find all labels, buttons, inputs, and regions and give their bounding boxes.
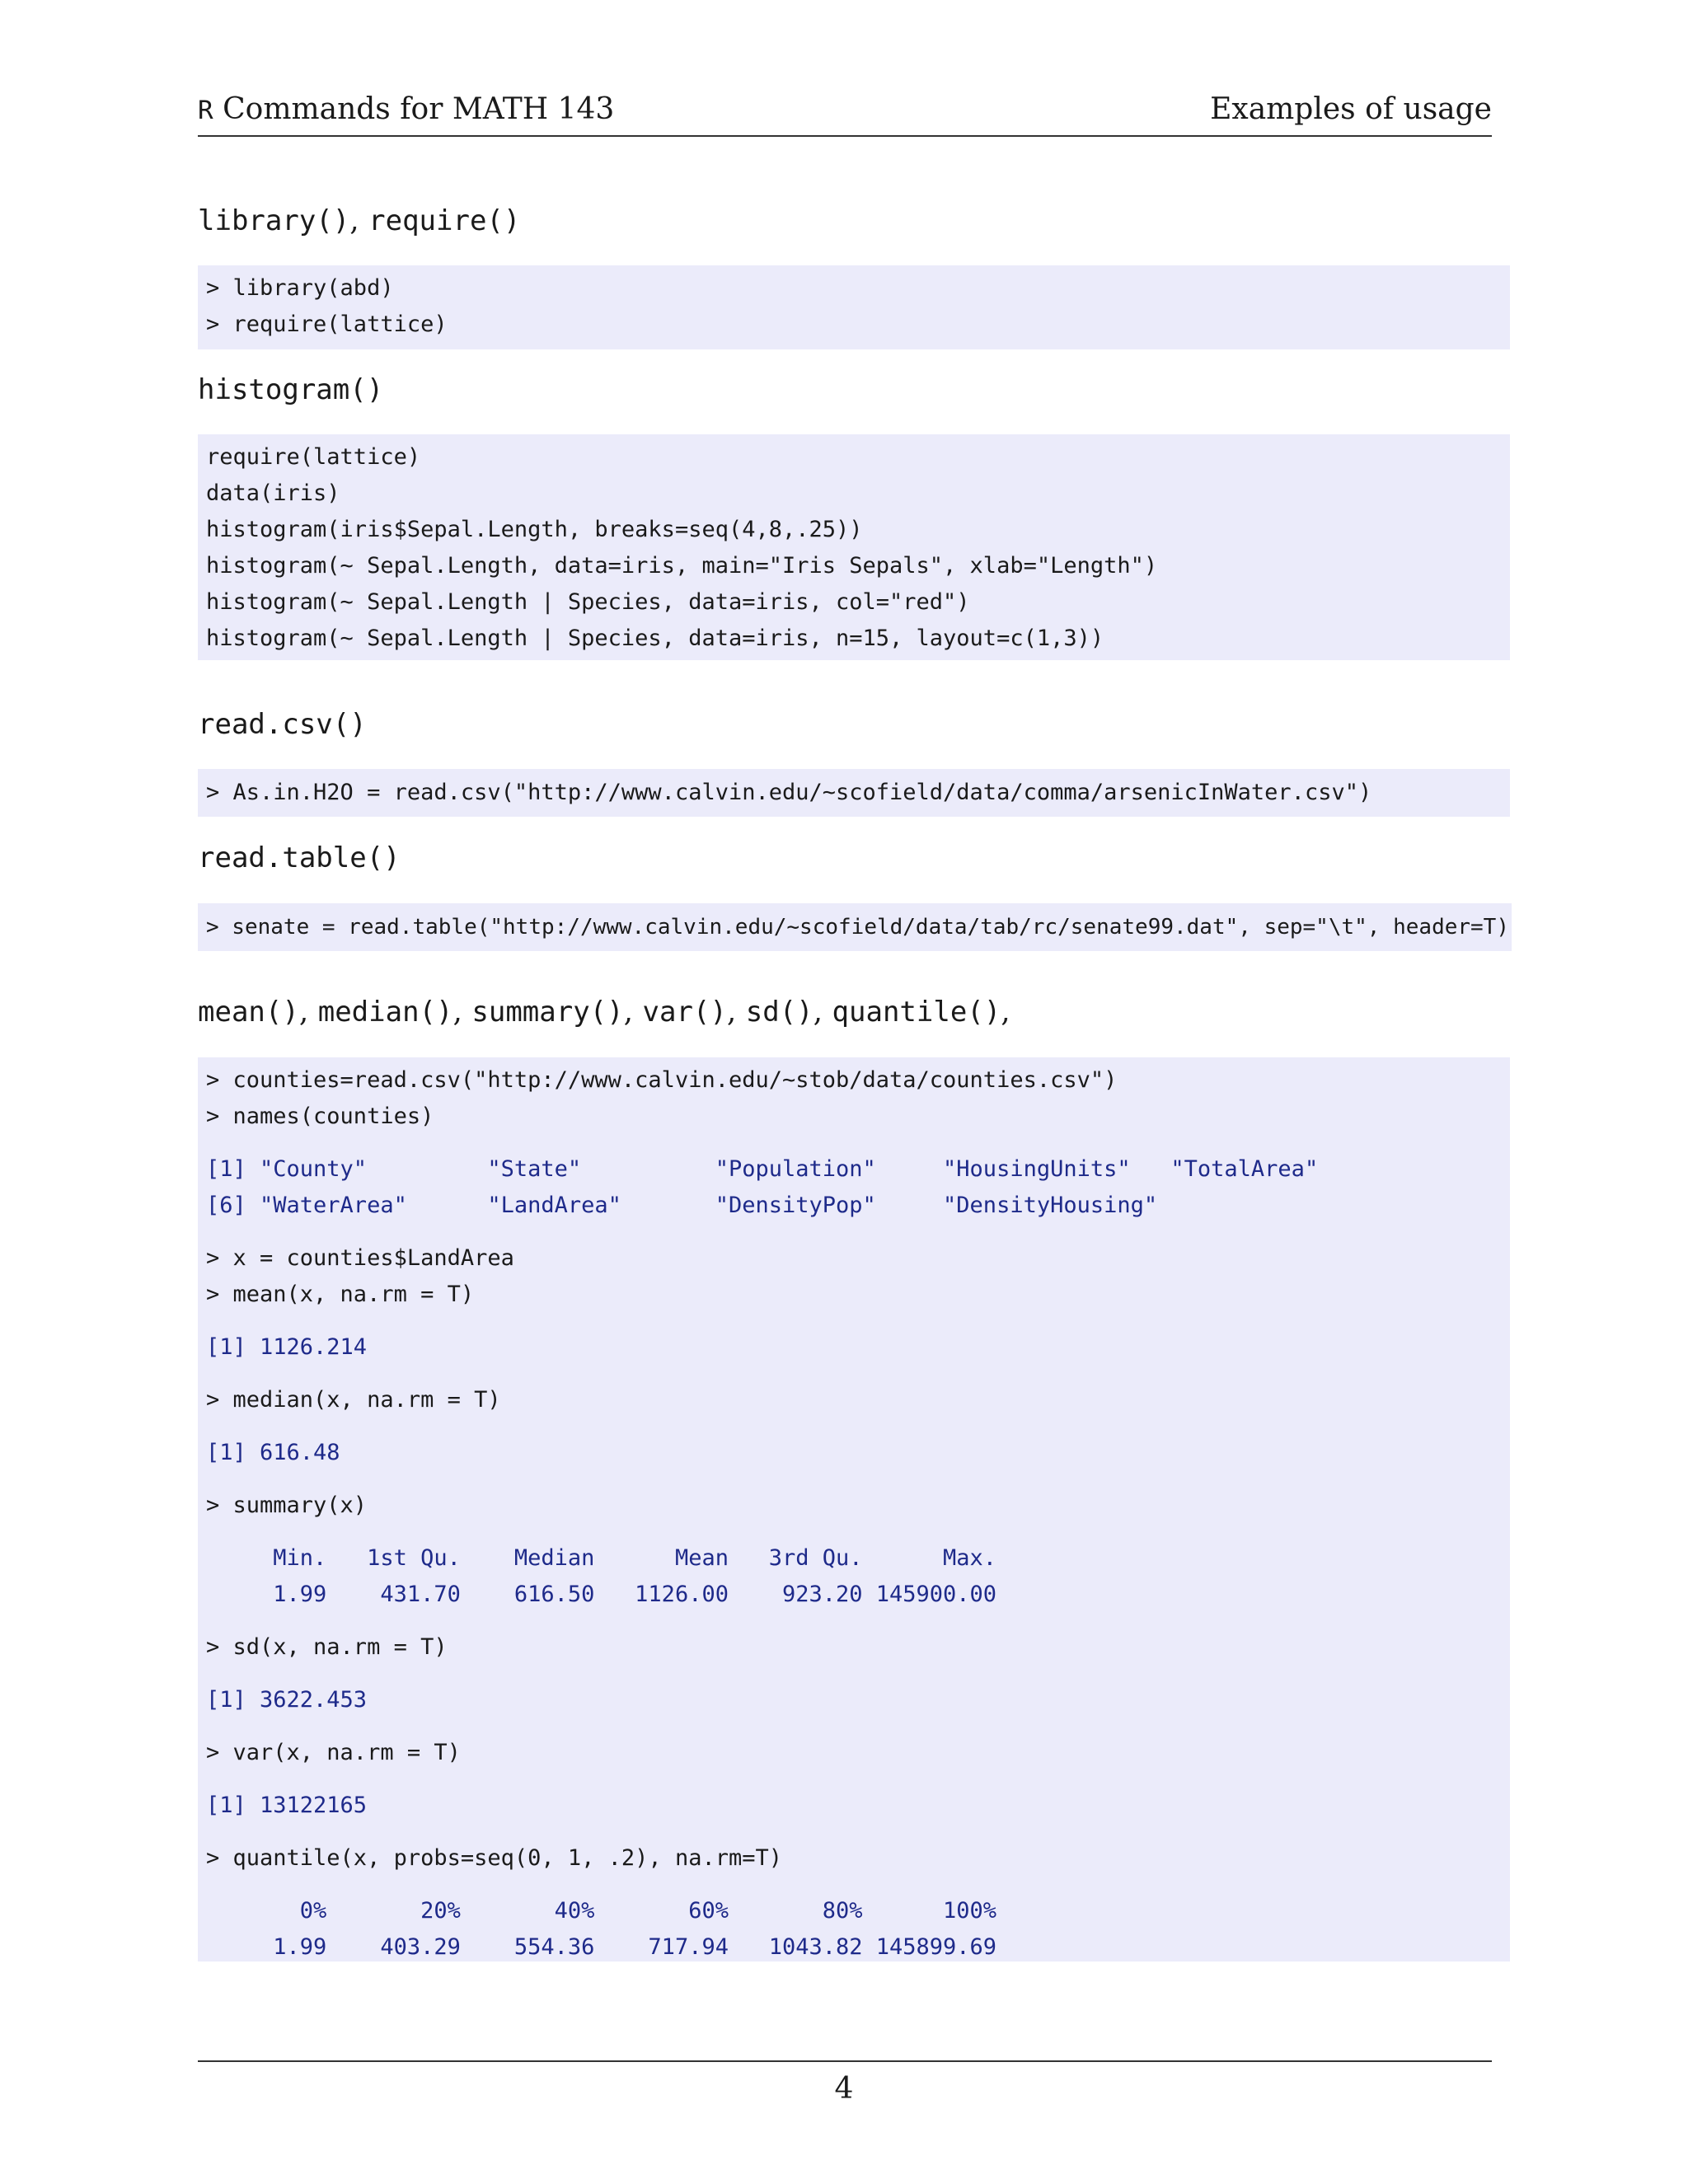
output-line: Min. 1st Qu. Median Mean 3rd Qu. Max. <box>206 1545 997 1571</box>
title-part: read.table() <box>198 841 401 874</box>
code-line: > library(abd) <box>206 275 394 301</box>
output-line: [1] 13122165 <box>206 1793 368 1818</box>
code-line: > mean(x, na.rm = T) <box>206 1282 475 1307</box>
section-title-histogram <box>198 373 383 406</box>
code-line: histogram(~ Sepal.Length, data=iris, main="Iris Sepals", xlab="Length") <box>206 553 1158 579</box>
code-block-readtable <box>198 903 1512 951</box>
header-left <box>198 92 614 126</box>
title-part: , <box>298 995 318 1029</box>
page-number: 4 <box>834 2072 854 2106</box>
section-title-stats <box>198 995 1010 1029</box>
code-line: > As.in.H2O = read.csv("http://www.calvin.edu/~scofield/data/comma/arsenicInWater.csv") <box>206 780 1372 805</box>
page-header <box>198 92 1492 137</box>
code-line: histogram(~ Sepal.Length | Species, data=iris, n=15, layout=c(1,3)) <box>206 626 1104 651</box>
code-line: > var(x, na.rm = T) <box>206 1740 461 1765</box>
title-part: median() <box>317 996 453 1029</box>
code-line: > names(counties) <box>206 1104 434 1129</box>
title-part: var() <box>642 996 727 1029</box>
title-part: , <box>813 995 832 1029</box>
title-part: read.csv() <box>198 708 367 741</box>
code-line: > quantile(x, probs=seq(0, 1, .2), na.rm=T) <box>206 1845 782 1871</box>
code-line: > counties=read.csv("http://www.calvin.edu/~stob/data/counties.csv") <box>206 1067 1118 1093</box>
output-line: [6] "WaterArea" "LandArea" "DensityPop" "DensityHousing" <box>206 1193 1158 1218</box>
title-part: , <box>452 995 472 1029</box>
section-title-readcsv <box>198 707 367 741</box>
code-line: > senate = read.table("http://www.calvin.edu/~scofield/data/tab/rc/senate99.dat", sep="\t", header=T) <box>206 915 1509 940</box>
title-part: quantile() <box>832 996 1001 1029</box>
title-part: mean() <box>198 996 299 1029</box>
output-line: [1] 616.48 <box>206 1440 340 1465</box>
code-block-stats <box>198 1057 1510 1961</box>
code-line: histogram(~ Sepal.Length | Species, data=iris, col="red") <box>206 589 970 615</box>
output-line: [1] 3622.453 <box>206 1687 368 1713</box>
title-part: summary() <box>471 996 624 1029</box>
code-line: > median(x, na.rm = T) <box>206 1387 501 1413</box>
title-part: , <box>623 995 643 1029</box>
title-part: , <box>349 204 369 237</box>
code-line: data(iris) <box>206 480 340 506</box>
section-title-readtable <box>198 841 401 874</box>
header-title: Commands for MATH 143 <box>223 92 615 126</box>
output-line: 0% 20% 40% 60% 80% 100% <box>206 1898 997 1924</box>
footer-rule <box>198 2060 1492 2062</box>
title-part: library() <box>198 204 350 237</box>
header-right: Examples of usage <box>1210 92 1492 126</box>
code-line: > summary(x) <box>206 1493 368 1518</box>
code-line: > sd(x, na.rm = T) <box>206 1634 448 1660</box>
output-line: [1] "County" "State" "Population" "HousingUnits" "TotalArea" <box>206 1156 1319 1182</box>
code-block-library <box>198 265 1510 349</box>
title-part: , <box>1001 995 1010 1029</box>
output-line: [1] 1126.214 <box>206 1334 368 1360</box>
title-part: histogram() <box>198 373 384 406</box>
output-line: 1.99 403.29 554.36 717.94 1043.82 145899.69 <box>206 1934 997 1960</box>
output-line: 1.99 431.70 616.50 1126.00 923.20 145900.00 <box>206 1582 997 1607</box>
title-part: sd() <box>745 996 814 1029</box>
title-part: , <box>726 995 746 1029</box>
code-line: histogram(iris$Sepal.Length, breaks=seq(4,8,.25)) <box>206 517 863 542</box>
section-title-library <box>198 204 520 237</box>
code-line: require(lattice) <box>206 444 421 470</box>
code-line: > require(lattice) <box>206 312 448 337</box>
header-r-label: R <box>198 96 213 125</box>
code-block-histogram <box>198 434 1510 660</box>
code-block-readcsv <box>198 769 1510 817</box>
code-line: > x = counties$LandArea <box>206 1245 514 1271</box>
title-part: require() <box>368 204 521 237</box>
